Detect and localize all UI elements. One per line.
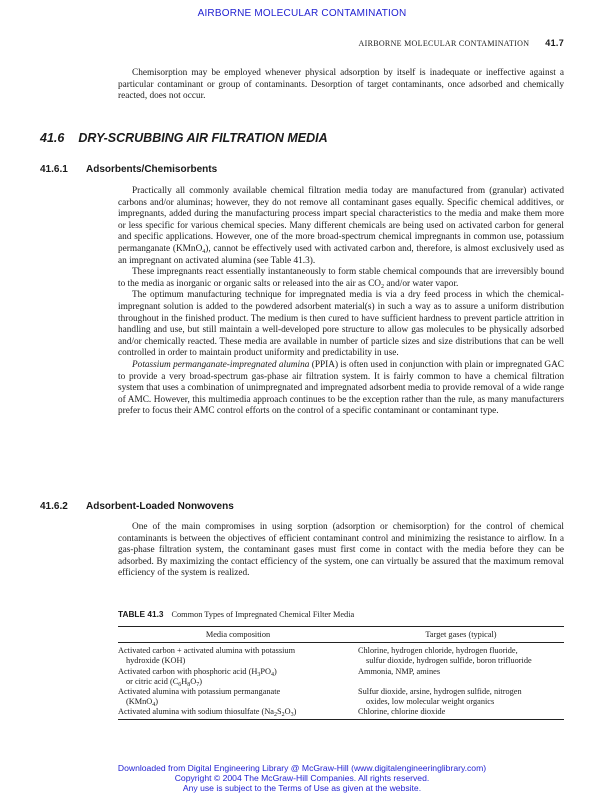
cell-gases [358,687,564,707]
section-number: 41.6 [40,131,65,145]
cell-line: Chlorine, chlorine dioxide [358,707,446,717]
text-run: These impregnants react essentially instantaneously to form stable chemical compounds that are irreversibly bound to the media as inorganic or organic salts or released into the air as CO [118,267,564,289]
download-banner: AIRBORNE MOLECULAR CONTAMINATION [197,8,407,19]
table-row [118,707,564,717]
cell-media [118,646,358,666]
footer-terms-link[interactable]: Any use is subject to the Terms of Use as given at the website. [182,782,422,793]
header-target-gases: Target gases (typical) [425,630,497,639]
section-heading [40,131,328,145]
subsection-title: Adsorbent-Loaded Nonwovens [86,501,234,512]
cell-media [118,687,358,707]
paragraph [118,186,564,267]
cell-line: oxides, low molecular weight organics [366,697,495,707]
page-number: 41.7 [545,38,564,48]
text-run: (PPIA) is often used in conjunction with plain or impregnated GAC to provide a very broad-spectrum gas-phase air filtration system. It is fairly common to have a chemical filtration system that uses a combination of unimpregnated and impregnated adsorbent media to provide removal of a wide range of AMC. However, this multimedia approach continues to be the exception rather than the rule, as many manufacturers prefer to focus their AMC control efforts on the control of a specific contaminant or contaminant type. [118,359,565,417]
cell-line: sulfur dioxide, hydrogen sulfide, boron trifluoride [366,656,532,666]
cell-line: Chlorine, hydrogen chloride, hydrogen fluoride, [358,646,518,656]
download-footer [0,764,604,793]
cell-line: Activated alumina with potassium permanganate [118,687,281,697]
cell-line: Sulfur dioxide, arsine, hydrogen sulfide, nitrogen [358,687,522,697]
cell-gases [358,707,564,717]
subsection-heading-2 [40,501,234,512]
footer-copyright: Copyright © 2004 The McGraw-Hill Companies. All rights reserved. [174,772,430,783]
subsection-number: 41.6.1 [40,164,68,175]
subscript: 4 [202,248,206,255]
text-run: and/or water vapor. [384,278,459,289]
running-head [359,38,564,48]
cell-line: Activated carbon with phosphoric acid $(H_3PO_4)$ [118,666,277,678]
cell-line: Ammonia, NMP, amines [358,666,441,676]
table-header-row [118,627,564,642]
table-row [118,667,564,687]
paragraph: One of the main compromises in using sorption (adsorption or chemisorption) for the control of chemical contaminants is between the objectives of efficient contaminant control and minimizing the resistance to airflow. In a gas-phase filtration system, the contaminant gases must first come in contact with the media before they can be adsorbed. By maximizing the contact efficiency of the system, one can virtually be assured that the maximum removal efficiency of the system is realized. [118,522,564,579]
cell-line: Activated alumina with sodium thiosulfate $(Na_2S_2O_3)$ [118,707,297,719]
data-table [118,626,564,720]
table-body [118,643,564,718]
cell-line: Activated carbon + activated alumina with potassium [118,646,296,656]
table-bottom-rule [118,719,564,720]
cell-media [118,707,358,717]
intro-paragraph: Chemisorption may be employed whenever physical adsorption by itself is inadequate or ineffective against a particular contaminant or group of contaminants. Desorption of target contaminants, once adsorbed and chemically reacted, does not occur. [118,68,564,102]
subscript: 2 [381,283,384,290]
table-caption-text: Common Types of Impregnated Chemical Filter Media [171,610,355,619]
text-run: Practically all commonly available chemical filtration media today are manufactured from (granular) activated carbons and/or aluminas; however, they do not remove all contaminant gases equally. Specific chemical additives, or impregnants, added during the manufacturing process impart special characteristics to the media and make them more or less specific for various chemical species. Many different chemicals are being used on activated carbon for general and specific applications. However, one of the more broad-spectrum chemical impregnants in common use, potassium permanganate (KMnO [118,186,564,254]
paragraph [118,360,564,418]
cell-line: (KMnO$_4$) [126,697,159,709]
running-head-title: AIRBORNE MOLECULAR CONTAMINATION [358,39,530,48]
table-row [118,687,564,707]
subsection-1-body [118,186,564,418]
subsection-heading-1 [40,164,217,175]
cell-line: or citric acid $(C_6H_8O_7)$ [126,676,203,688]
subsection-number: 41.6.2 [40,501,68,512]
table-label: TABLE 41.3 [118,609,164,619]
cell-gases [358,646,564,666]
section-title: DRY-SCRUBBING AIR FILTRATION MEDIA [78,131,328,145]
cell-media [118,667,358,687]
cell-line: hydroxide (KOH) [126,656,186,666]
footer-download-link[interactable]: Downloaded from Digital Engineering Library @ McGraw-Hill (www.digitalengineeringlibrary.com) [117,763,487,773]
subsection-title: Adsorbents/Chemisorbents [86,164,218,175]
table-row [118,646,564,666]
intro-block [118,68,564,103]
header-media-composition: Media composition [205,630,271,639]
italic-term: Potassium permanganate-impregnated alumina [132,359,310,370]
subsection-2-body [118,522,564,580]
cell-gases [358,667,564,687]
table-caption [118,609,354,619]
paragraph [118,267,564,290]
paragraph: The optimum manufacturing technique for impregnated media is via a dry feed process in which the chemical-impregnant solution is added to the powdered adsorbent material(s) in such a way as to assure a uniform distribution throughout in the finished product. The medium is then cured to have sufficient hardness to prevent particle attrition in handling and use, but still maintain a well-developed pore structure to allow gas molecules to be physically adsorbed and/or chemically reacted. These media are available in number of particle sizes and size distributions that can be well controlled in order to maintain product uniformity and predictability in use. [118,290,564,359]
text-run: ), cannot be effectively used with activated carbon and, therefore, is almost exclusively used as an impregnant on activated alumina (see Table 41.3). [118,243,564,266]
